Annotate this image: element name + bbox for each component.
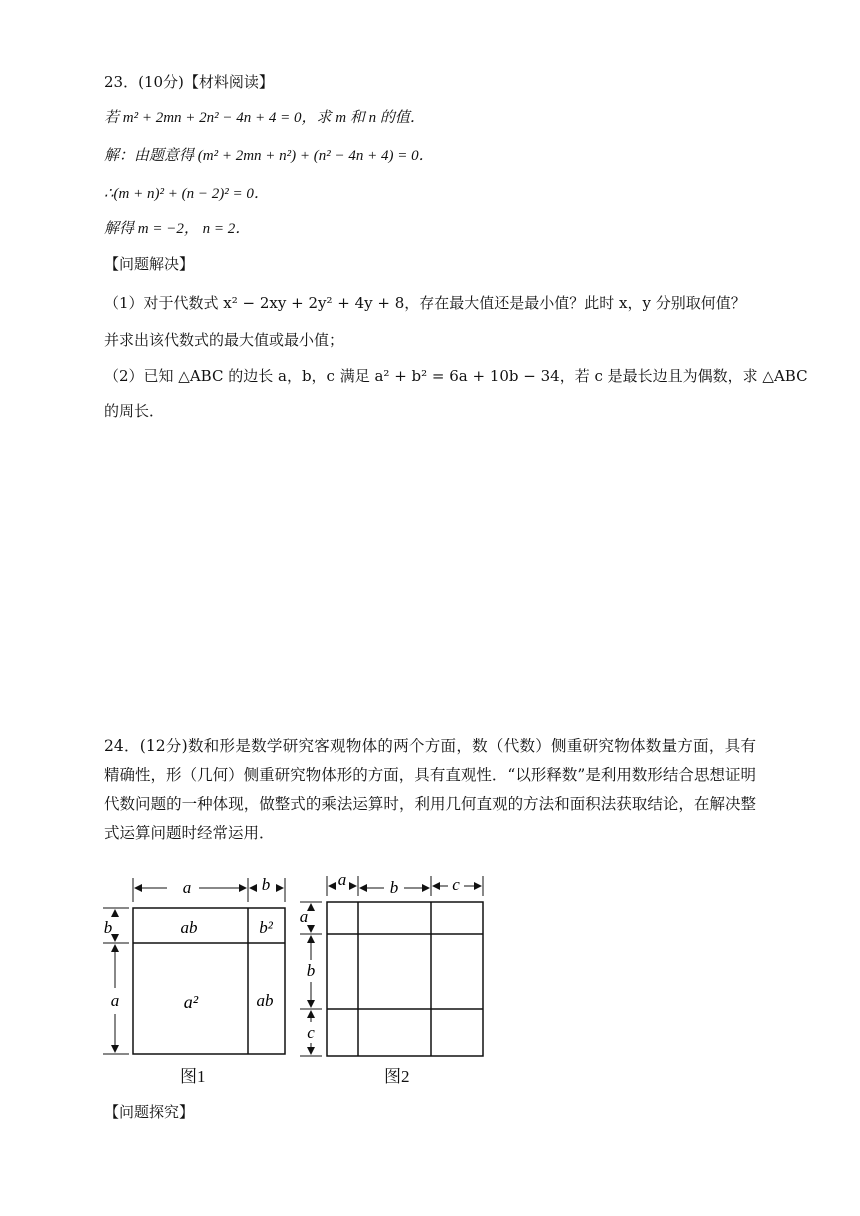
figure-1-caption: 图1 bbox=[180, 1067, 206, 1086]
fig2-top-a-label: a bbox=[337, 870, 347, 889]
fig1-top-b-label: b bbox=[261, 875, 271, 894]
fig1-cell-a-squared: a² bbox=[183, 992, 199, 1012]
q23-header: 23．(10分)【材料阅读】 bbox=[104, 73, 274, 91]
q23-solution-step-1: 解：由题意得 (m² + 2mn + n²) + (n² − 4n + 4) = 0． bbox=[104, 148, 434, 164]
q23-part-2: （2）已知 △ABC 的边长 a，b，c 满足 a² + b² = 6a + 10b − 34，若 c 是最长边且为偶数，求 △ABC bbox=[104, 367, 808, 385]
fig1-cell-ab-right: ab bbox=[256, 991, 274, 1010]
fig2-left-c-label: c bbox=[307, 1023, 315, 1042]
q23-part-1-continued: 并求出该代数式的最大值或最小值； bbox=[104, 331, 345, 349]
fig1-left-a-label: a bbox=[110, 991, 120, 1010]
figure-1 bbox=[95, 868, 300, 1068]
q24-section-problem-exploration: 【问题探究】 bbox=[104, 1103, 195, 1121]
fig1-cell-ab-top: ab bbox=[180, 918, 198, 937]
q23-section-problem-solving: 【问题解决】 bbox=[104, 255, 195, 273]
figure-2 bbox=[296, 868, 496, 1068]
q24-paragraph: 24．(12分)数和形是数学研究客观物体的两个方面，数（代数）侧重研究物体数量方面，具有精确性，形（几何）侧重研究物体形的方面，具有直观性．“以形释数”是利用数形结合思想证明代数问题的一种体现，做整式的乘法运算时，利用几何直观的方法和面积法获取结论，在解决整式运算问题时经常运用． bbox=[104, 737, 756, 842]
fig2-top-b-label: b bbox=[389, 878, 399, 897]
q23-material-statement: 若 m² + 2mn + 2n² − 4n + 4 = 0，求 m 和 n 的值． bbox=[104, 110, 425, 126]
fig2-top-c-label: c bbox=[452, 875, 460, 894]
q23-part-2-continued: 的周长． bbox=[104, 402, 165, 420]
figure-2-caption: 图2 bbox=[384, 1067, 410, 1086]
q23-solution-step-2: ∴(m + n)² + (n − 2)² = 0． bbox=[104, 186, 269, 202]
fig1-top-a-label: a bbox=[182, 878, 192, 897]
fig2-square bbox=[327, 902, 483, 1056]
fig1-left-b-label: b bbox=[103, 918, 113, 937]
q23-part-1: （1）对于代数式 x² − 2xy + 2y² + 4y + 8，存在最大值还是最小值？此时 x，y 分别取何值？ bbox=[104, 294, 746, 312]
fig2-left-b-label: b bbox=[306, 961, 316, 980]
q23-solution-result: 解得 m = −2， n = 2． bbox=[104, 221, 251, 237]
fig1-cell-b-squared: b² bbox=[259, 918, 273, 937]
fig2-left-a-label: a bbox=[299, 907, 309, 926]
